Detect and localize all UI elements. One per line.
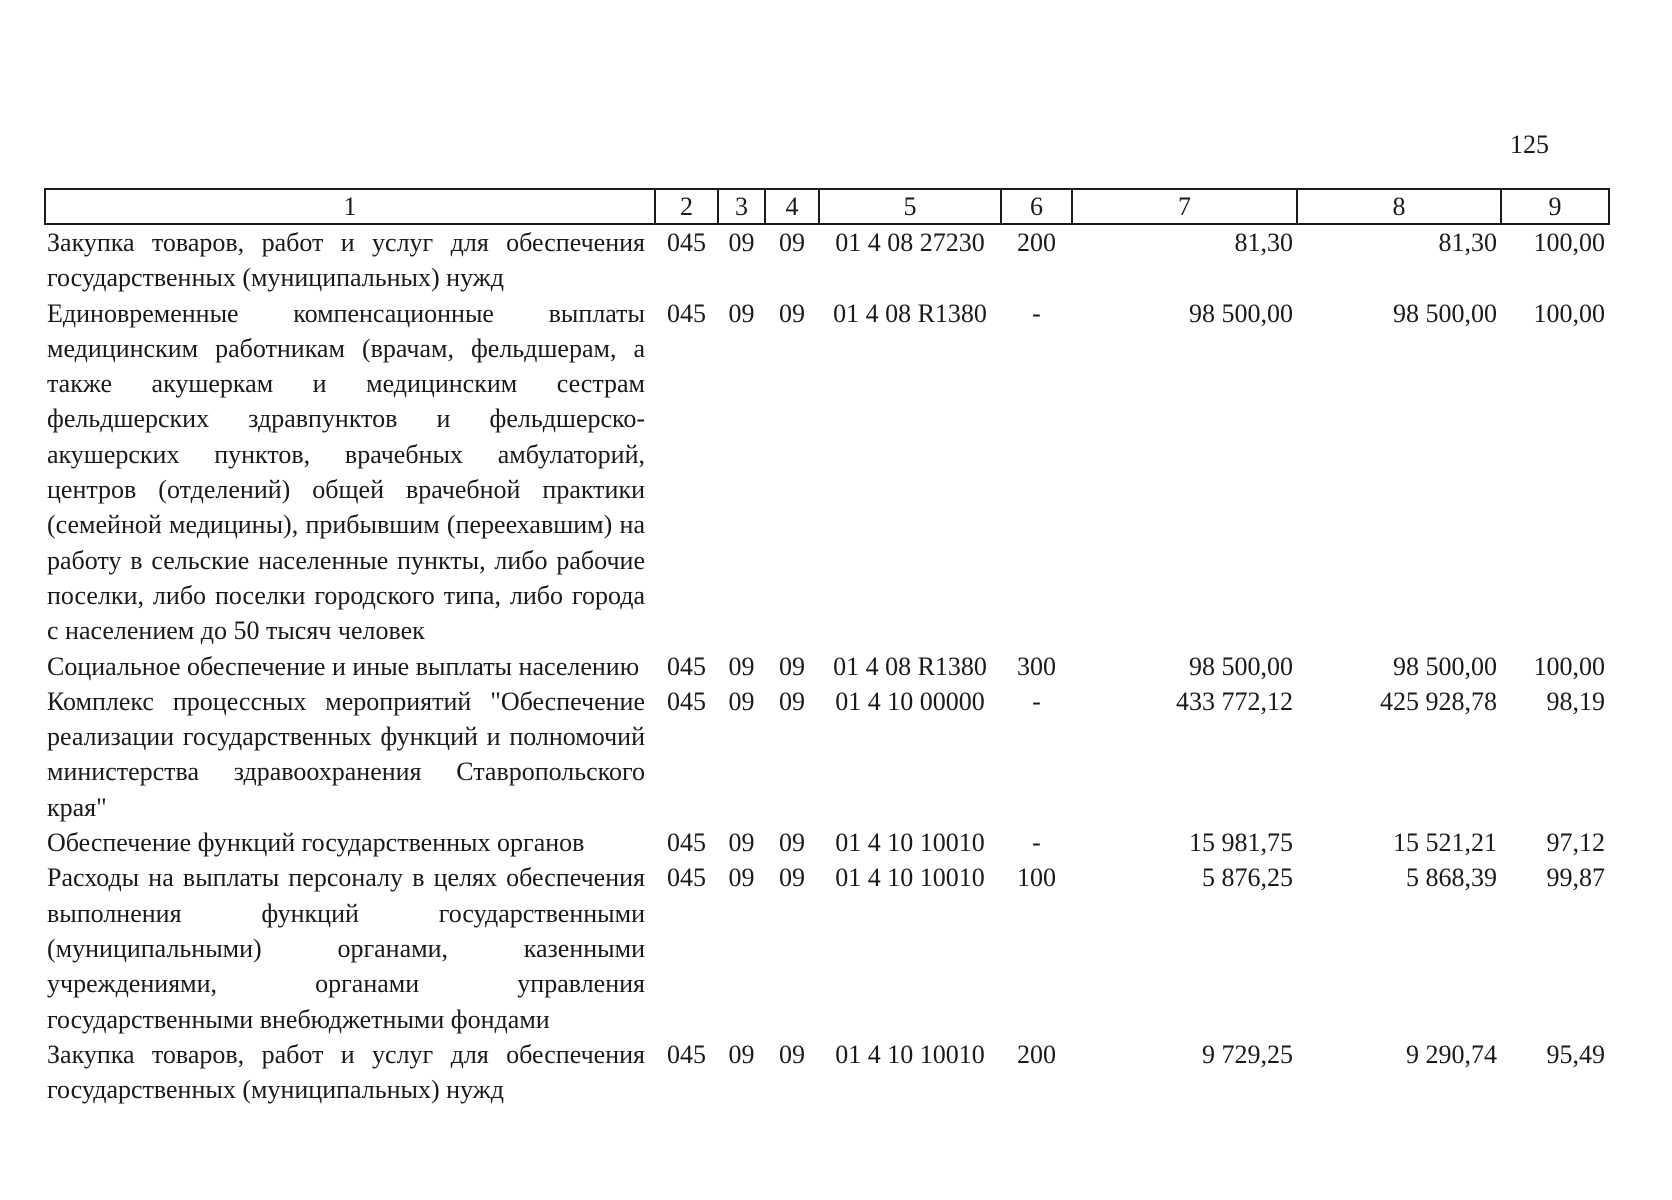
row-value-8: 9 290,74: [1406, 1039, 1497, 1069]
column-header-7: 7: [1072, 189, 1297, 224]
table-row: [45, 224, 1609, 296]
row-value-9: 100,00: [1533, 651, 1605, 681]
row-value-8: 425 928,78: [1380, 686, 1497, 716]
page-number: 125: [1510, 130, 1549, 159]
row-value-9: 98,19: [1546, 686, 1605, 716]
row-code-target: 01 4 10 10010: [835, 1039, 985, 1069]
row-code-ministry: 045: [667, 651, 706, 681]
table-header: [45, 189, 1609, 224]
row-value-8: 98 500,00: [1393, 298, 1497, 328]
table-row: [45, 825, 1609, 860]
row-value-7: 433 772,12: [1176, 686, 1293, 716]
row-code-subsection: 09: [779, 651, 805, 681]
row-value-7: 5 876,25: [1202, 863, 1293, 893]
row-code-section: 09: [728, 686, 755, 716]
column-header-4: 4: [765, 189, 819, 224]
table-row: [45, 649, 1609, 684]
row-code-subsection: 09: [779, 298, 805, 328]
row-code-ministry: 045: [667, 1039, 706, 1069]
row-value-9: 95,49: [1546, 1039, 1605, 1069]
row-name: Единовременные компенсационные выплаты медицинским работникам (врачам, фельдшерам, а также акушеркам и медицинским сестрам фельдшерских здравпунктов и фельдшерско-акушерских пунктов, врачебных амбулаторий, центров (отделений) общей врачебной практики (семейной медицины), прибывшим (переехавшим) на работу в сельские населенные пункты, либо рабочие поселки, либо поселки городского типа, либо города с населением до 50 тысяч человек: [47, 298, 645, 646]
row-code-section: 09: [728, 298, 755, 328]
row-code-ministry: 045: [667, 863, 706, 893]
row-value-9: 100,00: [1533, 228, 1605, 257]
table-row: [45, 860, 1609, 1036]
row-value-8: 15 521,21: [1393, 828, 1497, 858]
header-row: [45, 189, 1609, 224]
row-code-expense-type: 200: [1017, 228, 1056, 257]
row-name: Закупка товаров, работ и услуг для обеспечения государственных (муниципальных) нужд: [47, 1039, 645, 1105]
table-row: [45, 684, 1609, 825]
column-header-3: 3: [718, 189, 765, 224]
row-code-subsection: 09: [779, 228, 805, 257]
row-code-target: 01 4 08 R1380: [833, 298, 987, 328]
row-value-7: 98 500,00: [1189, 298, 1293, 328]
table-row: [45, 296, 1609, 649]
row-code-target: 01 4 10 00000: [835, 686, 985, 716]
row-value-7: 9 729,25: [1202, 1039, 1293, 1069]
row-code-ministry: 045: [667, 298, 706, 328]
row-code-target: 01 4 08 R1380: [833, 651, 987, 681]
row-code-expense-type: 200: [1017, 1039, 1056, 1069]
row-code-expense-type: -: [1032, 298, 1041, 328]
row-code-expense-type: 300: [1017, 651, 1056, 681]
row-code-section: 09: [728, 1039, 755, 1069]
row-code-target: 01 4 10 10010: [835, 828, 985, 858]
table-row: [45, 1037, 1609, 1108]
column-header-8: 8: [1297, 189, 1501, 224]
row-code-expense-type: -: [1032, 686, 1041, 716]
row-code-subsection: 09: [779, 828, 805, 858]
row-name: Закупка товаров, работ и услуг для обеспечения государственных (муниципальных) нужд: [47, 228, 645, 293]
row-value-9: 100,00: [1533, 298, 1605, 328]
row-code-ministry: 045: [667, 686, 706, 716]
column-header-5: 5: [819, 189, 1001, 224]
row-value-7: 15 981,75: [1189, 828, 1293, 858]
row-value-9: 97,12: [1546, 828, 1605, 858]
row-value-8: 81,30: [1438, 228, 1497, 257]
budget-table: [44, 188, 1610, 1107]
row-name: Комплекс процессных мероприятий "Обеспечение реализации государственных функций и полномочий министерства здравоохранения Ставропольского края": [47, 686, 645, 822]
row-value-8: 98 500,00: [1393, 651, 1497, 681]
row-code-target: 01 4 08 27230: [835, 228, 985, 257]
row-code-expense-type: -: [1032, 828, 1041, 858]
row-name: Социальное обеспечение и иные выплаты населению: [47, 651, 640, 681]
row-code-section: 09: [728, 228, 755, 257]
row-code-ministry: 045: [667, 228, 706, 257]
table-body: [45, 224, 1609, 1107]
row-code-target: 01 4 10 10010: [835, 863, 985, 893]
column-header-1: 1: [45, 189, 655, 224]
row-name: Расходы на выплаты персоналу в целях обеспечения выполнения функций государственными (муниципальными) органами, казенными учреждениями, органами управления государственными внебюджетными фондами: [47, 863, 645, 1034]
row-value-9: 99,87: [1546, 863, 1605, 893]
column-header-6: 6: [1001, 189, 1072, 224]
row-code-subsection: 09: [779, 686, 805, 716]
column-header-2: 2: [655, 189, 718, 224]
row-code-expense-type: 100: [1017, 863, 1056, 893]
row-code-subsection: 09: [779, 863, 805, 893]
row-code-subsection: 09: [779, 1039, 805, 1069]
row-code-ministry: 045: [667, 828, 706, 858]
column-header-9: 9: [1501, 189, 1609, 224]
row-value-7: 98 500,00: [1189, 651, 1293, 681]
row-value-7: 81,30: [1234, 228, 1293, 257]
row-code-section: 09: [728, 828, 755, 858]
row-value-8: 5 868,39: [1406, 863, 1497, 893]
row-code-section: 09: [728, 651, 755, 681]
row-code-section: 09: [728, 863, 755, 893]
row-name: Обеспечение функций государственных органов: [47, 828, 585, 858]
